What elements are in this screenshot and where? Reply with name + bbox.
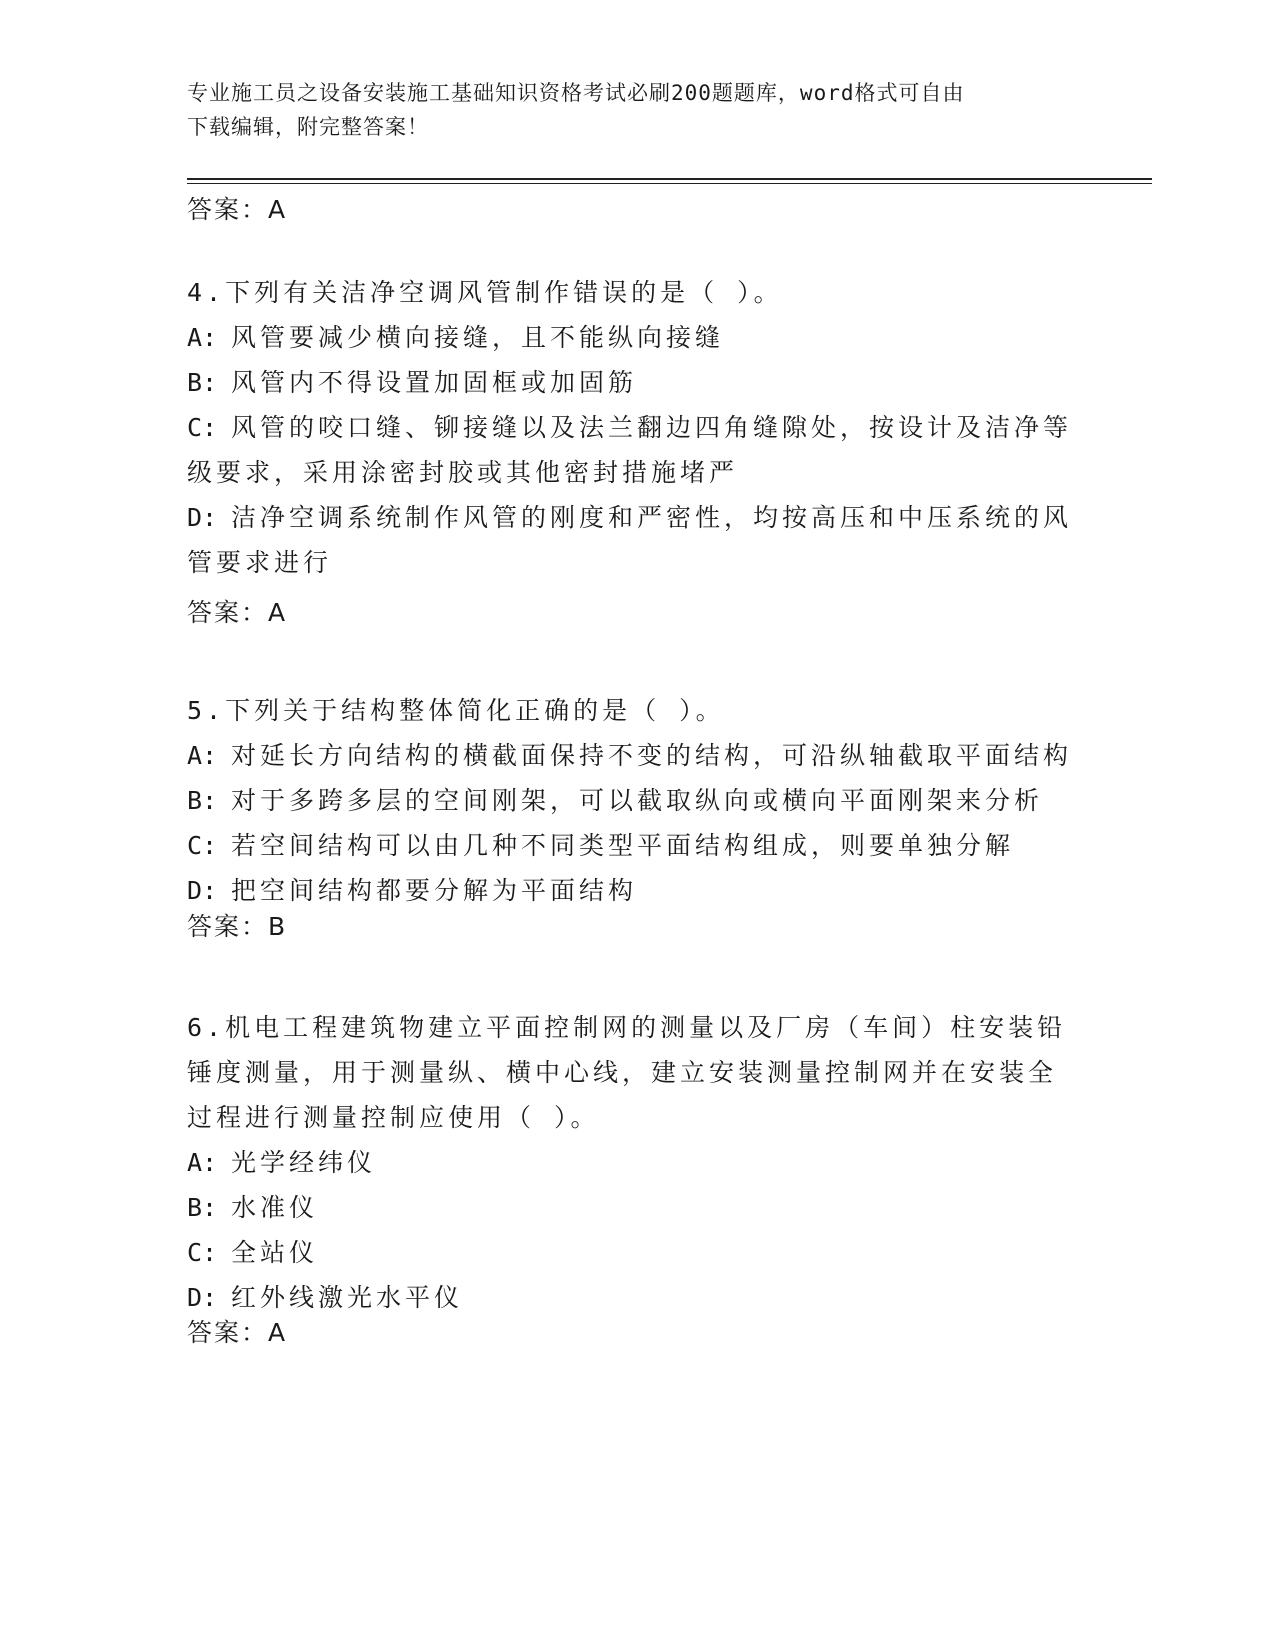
option-text: 风管内不得设置加固框或加固筋: [231, 368, 638, 397]
option-letter: C:: [187, 831, 218, 860]
option-text: 风管要减少横向接缝，且不能纵向接缝: [231, 323, 725, 352]
option-text: 洁净空调系统制作风管的刚度和严密性，均按高压和中压系统的风: [231, 503, 1073, 532]
option-text: 全站仪: [231, 1238, 319, 1267]
header-line-2: 下载编辑，附完整答案！: [187, 115, 429, 139]
question-4-stem: 4.下列有关洁净空调风管制作错误的是（ ）。: [187, 278, 783, 307]
answer-q3: 答案：A: [187, 195, 288, 224]
option-letter: D:: [187, 1283, 218, 1312]
option-text: 水准仪: [231, 1193, 319, 1222]
option-letter: B:: [187, 786, 218, 815]
question-6-stem-line-1: 6.机电工程建筑物建立平面控制网的测量以及厂房（车间）柱安装铅: [187, 1013, 1067, 1042]
header-note: [187, 76, 1067, 144]
header-line-1: 专业施工员之设备安装施工基础知识资格考试必刷200题题库，word格式可自由: [187, 81, 965, 105]
question-6-stem-line-3: 过程进行测量控制应使用（ ）。: [187, 1103, 600, 1132]
question-4-option-c: [187, 405, 1087, 495]
question-5-option-a: [187, 733, 1087, 778]
answer-q6: 答案：A: [187, 1318, 288, 1347]
option-letter: D:: [187, 876, 218, 905]
question-6-option-d: [187, 1275, 1087, 1320]
option-text: 红外线激光水平仪: [231, 1283, 464, 1312]
option-text: 对于多跨多层的空间刚架，可以截取纵向或横向平面刚架来分析: [231, 786, 1044, 815]
question-4-option-a: [187, 315, 1087, 360]
header-divider-thick: [187, 178, 1152, 180]
option-letter: D:: [187, 503, 218, 532]
question-5-option-d: [187, 868, 1087, 913]
option-letter: B:: [187, 1193, 218, 1222]
header-divider-thin: [187, 183, 1152, 184]
option-letter: C:: [187, 1238, 218, 1267]
question-5-option-c: [187, 823, 1087, 868]
option-text: 光学经纬仪: [231, 1148, 377, 1177]
answer-q4: 答案：A: [187, 598, 288, 627]
question-5: [187, 688, 1087, 913]
option-text-continued: 级要求，采用涂密封胶或其他密封措施堵严: [187, 458, 739, 487]
option-letter: C:: [187, 413, 218, 442]
question-6: [187, 1005, 1087, 1320]
question-5-stem: 5.下列关于结构整体简化正确的是（ ）。: [187, 696, 725, 725]
option-text: 对延长方向结构的横截面保持不变的结构，可沿纵轴截取平面结构: [231, 741, 1073, 770]
question-6-option-c: [187, 1230, 1087, 1275]
option-text: 风管的咬口缝、铆接缝以及法兰翻边四角缝隙处，按设计及洁净等: [231, 413, 1073, 442]
question-4-option-d: [187, 495, 1087, 585]
option-letter: A:: [187, 323, 218, 352]
option-text-continued: 管要求进行: [187, 548, 333, 577]
option-text: 若空间结构可以由几种不同类型平面结构组成，则要单独分解: [231, 831, 1015, 860]
option-text: 把空间结构都要分解为平面结构: [231, 876, 638, 905]
option-letter: B:: [187, 368, 218, 397]
question-6-option-b: [187, 1185, 1087, 1230]
question-6-option-a: [187, 1140, 1087, 1185]
answer-q5: 答案：B: [187, 912, 288, 941]
option-letter: A:: [187, 741, 218, 770]
question-4-option-b: [187, 360, 1087, 405]
question-6-stem-line-2: 锤度测量，用于测量纵、横中心线，建立安装测量控制网并在安装全: [187, 1058, 1058, 1087]
question-5-option-b: [187, 778, 1087, 823]
option-letter: A:: [187, 1148, 218, 1177]
question-4: [187, 270, 1087, 585]
